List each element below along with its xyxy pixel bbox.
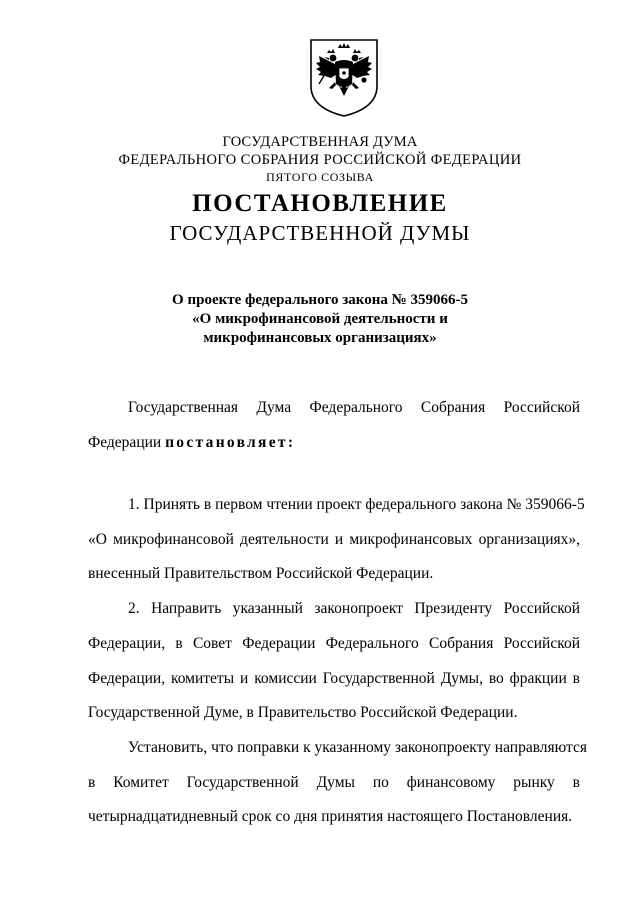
resolves-word: постановляет: (165, 434, 296, 451)
paragraph-3-line-1: Установить, что поправки к указанному законопроекту направляются (128, 739, 588, 756)
subject-line-2: «О микрофинансовой деятельности и (192, 311, 448, 327)
paragraph-1-line-1: 1. Принять в первом чтении проект федерального закона № 359066-5 (128, 496, 585, 513)
intro-line-2-text: Федерации (88, 434, 166, 451)
document-subtitle: ГОСУДАРСТВЕННОЙ ДУМЫ (169, 221, 471, 245)
paragraph-3-line-2: в Комитет Государственной Думы по финансовому рынку в (88, 774, 580, 791)
subject-line-1: О проекте федерального закона № 359066-5 (172, 292, 468, 308)
paragraph-2-line-2: Федерации, в Совет Федерации Федерального Собрания Российской (88, 635, 580, 652)
org-line-1: ГОСУДАРСТВЕННАЯ ДУМА (222, 134, 418, 150)
org-line-2: ФЕДЕРАЛЬНОГО СОБРАНИЯ РОССИЙСКОЙ ФЕДЕРАЦИИ (118, 152, 522, 168)
paragraph-2-line-4: Государственной Думе, в Правительство Российской Федерации. (88, 704, 518, 721)
intro-line-2 (88, 433, 295, 453)
paragraph-2-line-3: Федерации, комитеты и комиссии Государственной Думы, во фракции в (88, 670, 580, 687)
intro-line-1: Государственная Дума Федерального Собрания Российской (128, 399, 580, 416)
paragraph-2-line-1: 2. Направить указанный законопроект Президенту Российской (128, 600, 580, 617)
document-title: ПОСТАНОВЛЕНИЕ (192, 190, 448, 217)
coat-of-arms-icon (305, 34, 383, 118)
paragraph-1-line-2: «О микрофинансовой деятельности и микрофинансовых организациях», (88, 531, 580, 548)
paragraph-3-line-3: четырнадцатидневный срок со дня принятия настоящего Постановления. (88, 808, 573, 825)
paragraph-1-line-3: внесенный Правительством Российской Федерации. (88, 565, 434, 582)
org-line-3: ПЯТОГО СОЗЫВА (266, 170, 374, 184)
subject-line-3: микрофинансовых организациях» (203, 330, 437, 346)
